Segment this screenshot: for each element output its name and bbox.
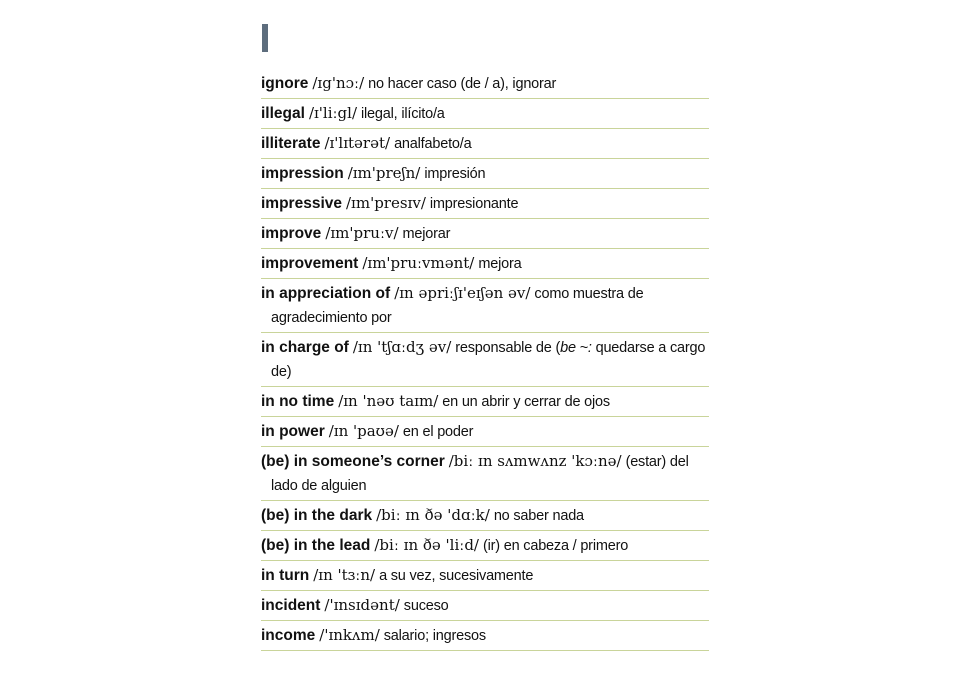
entry-meaning: (ir) en cabeza / primero (482, 538, 629, 554)
entry-meaning: mejora (478, 256, 522, 272)
entry-word: (be) in the dark (261, 507, 373, 524)
entry-word: income (261, 627, 316, 644)
entry-word: illegal (261, 105, 305, 122)
entry-meaning: no saber nada (493, 508, 584, 524)
glossary-entry (261, 387, 709, 417)
entry-meaning: impresionante (429, 196, 519, 212)
entry-pronunciation: /ɪg'nɔː/ (312, 74, 365, 92)
entry-word: improvement (261, 255, 359, 272)
entry-word: incident (261, 597, 321, 614)
entry-pronunciation: /ɪm'pruːv/ (325, 224, 399, 242)
entry-word: (be) in the lead (261, 537, 371, 554)
entry-meaning-part: responsable de ( (455, 340, 561, 356)
entry-pronunciation: /ɪn 'nəʊ taɪm/ (338, 392, 439, 410)
entry-pronunciation: /ɪm'presɪv/ (346, 194, 426, 212)
glossary-entry (261, 99, 709, 129)
glossary-entry (261, 159, 709, 189)
section-tab-marker (262, 24, 268, 52)
glossary-entry (261, 561, 709, 591)
entry-pronunciation: /ɪn 'tʃɑːdʒ əv/ (352, 338, 452, 356)
entry-meaning: suceso (403, 598, 449, 614)
entry-meaning: a su vez, sucesivamente (379, 568, 534, 584)
glossary-list (261, 69, 709, 651)
entry-meaning: analfabeto/a (394, 136, 472, 152)
glossary-entry (261, 189, 709, 219)
glossary-entry (261, 129, 709, 159)
glossary-entry (261, 69, 709, 99)
glossary-entry (261, 621, 709, 651)
entry-pronunciation: /ɪm'preʃn/ (347, 164, 421, 182)
entry-word: in power (261, 423, 325, 440)
entry-word: (be) in someone’s corner (261, 453, 445, 470)
entry-word: illiterate (261, 135, 321, 152)
entry-meaning: impresión (424, 166, 486, 182)
entry-pronunciation: /ɪ'lɪtərət/ (324, 134, 391, 152)
entry-word: ignore (261, 75, 309, 92)
glossary-entry (261, 531, 709, 561)
glossary-entry (261, 219, 709, 249)
entry-pronunciation: /biː ɪn sʌmwʌnz 'kɔːnə/ (448, 452, 622, 470)
entry-pronunciation: /'ɪnsɪdənt/ (324, 596, 400, 614)
entry-meaning: en el poder (402, 424, 474, 440)
entry-pronunciation: /biː ɪn ðə 'dɑːk/ (376, 506, 490, 524)
glossary-entry (261, 447, 709, 501)
glossary-entry (261, 591, 709, 621)
entry-word: impressive (261, 195, 342, 212)
glossary-entry (261, 333, 709, 387)
entry-meaning: como muestra de agradecimiento por (271, 286, 644, 326)
entry-meaning: no hacer caso (de / a), ignorar (368, 76, 557, 92)
entry-word: improve (261, 225, 322, 242)
entry-meaning-emphasis: be ~: (560, 340, 592, 356)
glossary-entry (261, 501, 709, 531)
entry-pronunciation: /ɪm'pruːvmənt/ (362, 254, 475, 272)
entry-meaning: salario; ingresos (383, 628, 486, 644)
entry-meaning: (estar) del lado de alguien (271, 454, 689, 494)
entry-meaning-part: quedarse a cargo de) (271, 340, 706, 380)
glossary-entry (261, 249, 709, 279)
entry-pronunciation: /ɪn 'paʊə/ (328, 422, 399, 440)
entry-meaning: ilegal, ilícito/a (361, 106, 445, 122)
entry-word: impression (261, 165, 344, 182)
entry-word: in turn (261, 567, 310, 584)
entry-word: in charge of (261, 339, 349, 356)
glossary-entry (261, 279, 709, 333)
entry-word: in appreciation of (261, 285, 391, 302)
entry-pronunciation: /ɪn əpriːʃɪ'eɪʃən əv/ (394, 284, 531, 302)
entry-pronunciation: /biː ɪn ðə 'liːd/ (374, 536, 479, 554)
entry-word: in no time (261, 393, 335, 410)
entry-meaning: mejorar (402, 226, 451, 242)
entry-meaning: en un abrir y cerrar de ojos (442, 394, 610, 410)
entry-pronunciation: /ɪn 'tɜːn/ (313, 566, 376, 584)
entry-pronunciation: /ɪ'liːgl/ (308, 104, 358, 122)
glossary-entry (261, 417, 709, 447)
entry-pronunciation: /'ɪnkʌm/ (319, 626, 380, 644)
